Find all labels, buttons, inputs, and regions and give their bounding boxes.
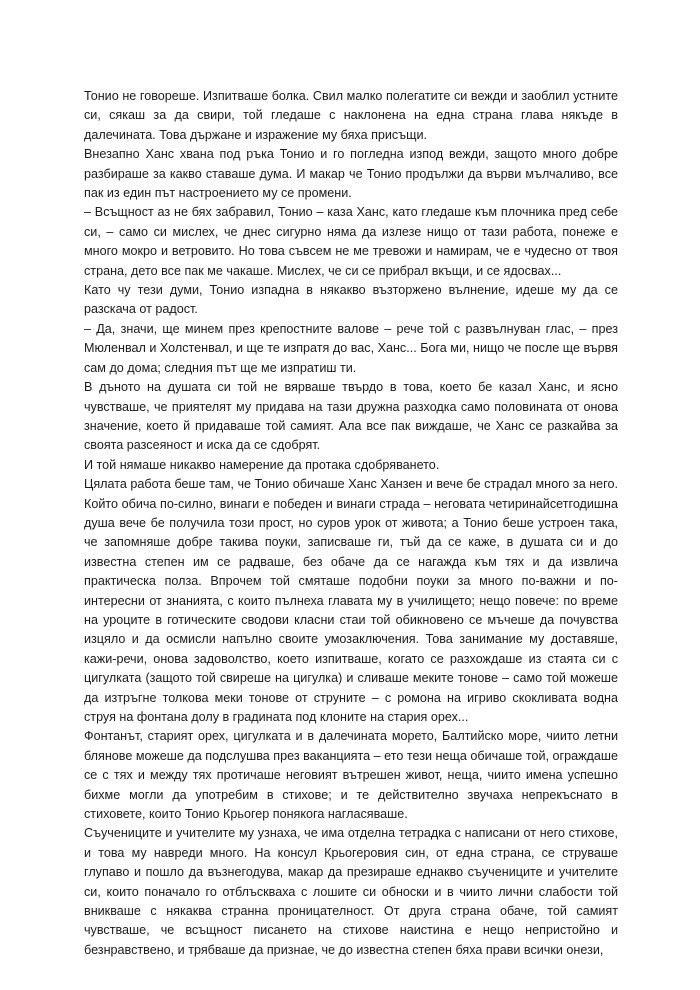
paragraph: – Да, значи, ще минем през крепостните валове – рече той с развълнуван глас, – през Мюленвал и Холстенвал, и ще те изпратя до вас, Ханс... Бога ми, нищо че после ще вървя сам до дома; следния път ще ме изпратиш ти. bbox=[84, 321, 618, 375]
paragraph: Тонио не говореше. Изпитваше болка. Свил малко полегатите си вежди и заоблил устните си, сякаш за да свири, той гледаше с наклонена на една страна глава някъде в далечината. Това държане и изражение му бяха присъщи. bbox=[84, 89, 618, 142]
paragraph: – Всъщност аз не бях забравил, Тонио – каза Ханс, като гледаше към плочника пред себе си, – само си мислех, че днес сигурно няма да излезе нищо от тази работа, понеже е много мокро и ветровито. Но това съвсем не ме тревожи и намирам, че е чудесно от твоя страна, дето все пак ме чакаше. Мислех, че си се прибрал вкъщи, и се ядосвах... bbox=[84, 205, 618, 278]
paragraph: Като чу тези думи, Тонио изпадна в някакво възторжено вълнение, идеше му да се разскача от радост. bbox=[84, 283, 618, 317]
paragraph: Внезапно Ханс хвана под ръка Тонио и го погледна изпод вежди, защото много добре разбираше за какво ставаше дума. И макар че Тонио продължи да върви мълчаливо, все пак из един път настроението му се промени. bbox=[84, 147, 618, 201]
text-body bbox=[84, 87, 618, 960]
paragraph: В дъното на душата си той не вярваше твърдо в това, което бе казал Ханс, и ясно чувстваше, че приятелят му придава на тази дружна разходка само половината от онова значение, което й придаваше той самият. Ала все пак виждаше, че Ханс се разкайва за своята разсеяност и иска да се сдобрят. bbox=[84, 380, 618, 453]
paragraph: Фонтанът, старият орех, цигулката и в далечината морето, Балтийско море, чиито летни блянове можеше да подслушва през ваканцията – ето тези неща обичаше той, ограждаше се с тях и между тях протичаше неговият вътрешен живот, неща, чиито имена успешно бихме могли да употребим в стихове; и те действително звучаха непрекъснато в стиховете, които Тонио Крьогер понякога нагласяваше. bbox=[84, 729, 618, 822]
paragraph: Съучениците и учителите му узнаха, че има отделна тетрадка с написани от него стихове, и това му навреди много. На консул Крьогеровия син, от една страна, се струваше глупаво и пошло да възнегодува, макар да презираше еднакво съучениците и учителите си, които поначало го отблъскваха с лошите си обноски и в чиито лични слабости той вникваше с някаква странна проницателност. От друга страна обаче, той самият чувстваше, че всъщност писането на стихове наистина е нещо непристойно и безнравствено, и трябваше да признае, че до известна степен бяха прави всички онези, bbox=[84, 826, 618, 957]
paragraph: Цялата работа беше там, че Тонио обичаше Ханс Ханзен и вече бе страдал много за него. Който обича по-силно, винаги е победен и винаги страда – неговата четиринайсетгодишна душа вече бе получила този прост, но суров урок от живота; а Тонио беше устроен така, че запомняше добре такива поуки, записваше ги, тъй да се каже, в душата си и до известна степен им се радваше, без обаче да се нагажда към тях и да извлича практическа полза. Впрочем той смяташе подобни поуки за много по-важни и по-интересни от знанията, с които пълнеха главата му в училището; нещо повече: по време на уроците в готическите сводови класни стаи той обикновено се мъчеше да почувства изцяло и да осмисли напълно своите умозаключения. Това занимание му доставяше, кажи-речи, онова задоволство, което изпитваше, когато се разхождаше из стаята си с цигулката (защото той свиреше на цигулка) и сливаше меките тонове – само той можеше да изтръгне толкова меки тонове от струните – с ромона на игриво скокливата водна струя на фонтана долу в градината под клоните на стария орех... bbox=[84, 477, 618, 724]
paragraph: И той нямаше никакво намерение да протака сдобряването. bbox=[84, 457, 440, 472]
